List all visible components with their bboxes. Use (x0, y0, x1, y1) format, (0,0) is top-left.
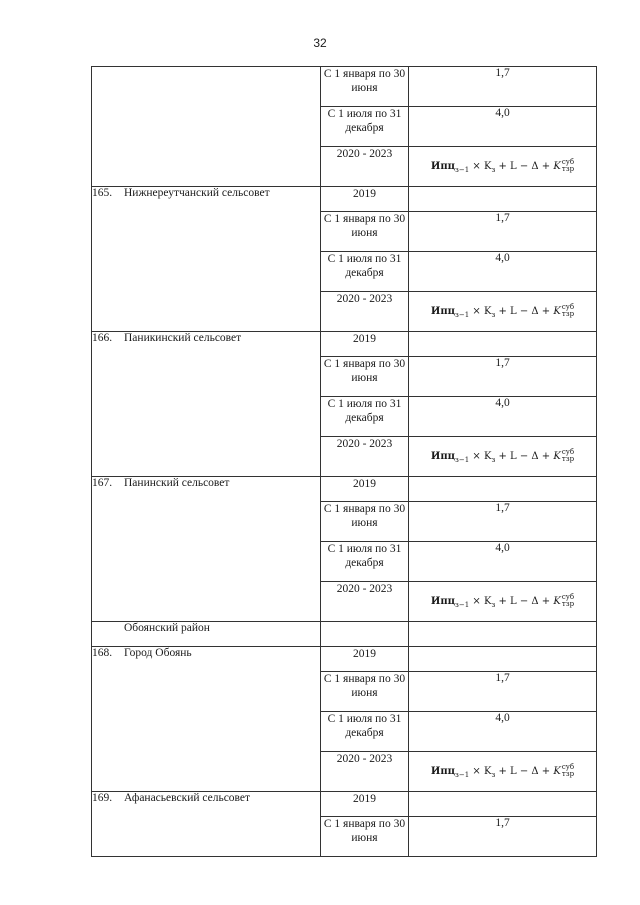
table-row (92, 477, 597, 502)
value-cell (409, 622, 597, 647)
formula-kk-sub: тзр (561, 455, 575, 464)
period-cell: С 1 января по 30 июня (321, 672, 409, 712)
municipality-cell (92, 187, 321, 332)
formula-main: Ипц (430, 160, 456, 172)
index-formula (409, 147, 597, 187)
municipality-cell (92, 622, 321, 647)
value-cell: 1,7 (409, 357, 597, 397)
formula-kk-scripts (562, 159, 574, 173)
formula-kk: K (553, 450, 561, 462)
formula-kk-scripts (562, 304, 574, 318)
period-cell: 2020 - 2023 (321, 437, 409, 477)
formula-k-sub: з (491, 165, 496, 174)
period-cell: С 1 января по 30 июня (321, 502, 409, 542)
municipality-cell (92, 67, 321, 187)
value-cell: 1,7 (409, 67, 597, 107)
period-cell: С 1 июля по 31 декабря (321, 107, 409, 147)
period-cell: С 1 июля по 31 декабря (321, 712, 409, 752)
formula-plus-l: + L − Δ + (498, 305, 551, 317)
formula-main: Ипц (430, 595, 456, 607)
formula-expression (430, 158, 575, 174)
value-cell (409, 647, 597, 672)
period-cell: 2019 (321, 477, 409, 502)
period-cell: С 1 июля по 31 декабря (321, 397, 409, 437)
formula-plus-l: + L − Δ + (498, 160, 551, 172)
row-number: 169. (92, 792, 113, 804)
table-row (92, 187, 597, 212)
formula-times: × (472, 450, 481, 462)
period-cell: 2019 (321, 647, 409, 672)
formula-times: × (472, 305, 481, 317)
index-formula (409, 752, 597, 792)
formula-expression (430, 593, 575, 609)
index-formula (409, 437, 597, 477)
formula-times: × (472, 160, 481, 172)
value-cell: 1,7 (409, 212, 597, 252)
formula-main: Ипц (430, 305, 456, 317)
formula-plus-l: + L − Δ + (498, 450, 551, 462)
formula-kk-scripts (562, 449, 574, 463)
formula-main-sub: з−1 (455, 455, 470, 464)
row-number: 168. (92, 647, 113, 659)
row-number: 165. (92, 187, 113, 199)
period-cell (321, 622, 409, 647)
formula-kk: K (553, 595, 561, 607)
formula-kk: K (553, 160, 561, 172)
formula-main: Ипц (430, 450, 456, 462)
period-cell: С 1 января по 30 июня (321, 212, 409, 252)
index-formula (409, 582, 597, 622)
period-cell: 2019 (321, 332, 409, 357)
formula-k: K (483, 305, 492, 317)
table-row (92, 67, 597, 107)
municipality-name: Афанасьевский сельсовет (124, 792, 251, 804)
formula-times: × (472, 765, 481, 777)
value-cell (409, 332, 597, 357)
formula-plus-l: + L − Δ + (498, 595, 551, 607)
municipality-name: Нижнереутчанский сельсовет (124, 187, 270, 199)
formula-k-sub: з (491, 770, 496, 779)
formula-kk: K (553, 305, 561, 317)
formula-k-sub: з (491, 600, 496, 609)
formula-k: K (483, 595, 492, 607)
period-cell: С 1 января по 30 июня (321, 817, 409, 857)
formula-kk-sub: тзр (561, 770, 575, 779)
municipality-name: Панинский сельсовет (124, 477, 230, 489)
table-row (92, 792, 597, 817)
formula-main: Ипц (430, 765, 456, 777)
value-cell (409, 477, 597, 502)
formula-k: K (483, 450, 492, 462)
municipality-name: Паникинский сельсовет (124, 332, 242, 344)
period-cell: С 1 января по 30 июня (321, 67, 409, 107)
formula-times: × (472, 595, 481, 607)
formula-kk: K (553, 765, 561, 777)
formula-kk-sup: суб (561, 303, 575, 312)
municipality-cell (92, 647, 321, 792)
row-number: 166. (92, 332, 113, 344)
value-cell: 4,0 (409, 397, 597, 437)
table-row (92, 622, 597, 647)
index-formula (409, 292, 597, 332)
period-cell: С 1 июля по 31 декабря (321, 542, 409, 582)
formula-kk-scripts (562, 594, 574, 608)
formula-k: K (483, 160, 492, 172)
value-cell: 4,0 (409, 712, 597, 752)
row-number: 167. (92, 477, 113, 489)
table-row (92, 647, 597, 672)
table-row (92, 332, 597, 357)
period-cell: 2019 (321, 187, 409, 212)
formula-kk-sup: суб (561, 158, 575, 167)
period-cell: 2019 (321, 792, 409, 817)
period-cell: 2020 - 2023 (321, 582, 409, 622)
period-cell: 2020 - 2023 (321, 147, 409, 187)
period-cell: 2020 - 2023 (321, 752, 409, 792)
municipality-name: Город Обоянь (124, 647, 192, 659)
municipality-cell (92, 792, 321, 857)
formula-kk-sub: тзр (561, 600, 575, 609)
formula-main-sub: з−1 (455, 770, 470, 779)
formula-kk-sub: тзр (561, 165, 575, 174)
formula-kk-sup: суб (561, 593, 575, 602)
value-cell: 1,7 (409, 672, 597, 712)
formula-main-sub: з−1 (455, 165, 470, 174)
formula-main-sub: з−1 (455, 310, 470, 319)
formula-k-sub: з (491, 310, 496, 319)
period-cell: 2020 - 2023 (321, 292, 409, 332)
municipality-cell (92, 332, 321, 477)
formula-kk-sup: суб (561, 763, 575, 772)
tariff-table (91, 66, 597, 857)
municipality-cell (92, 477, 321, 622)
formula-k-sub: з (491, 455, 496, 464)
value-cell: 1,7 (409, 817, 597, 857)
value-cell (409, 187, 597, 212)
formula-expression (430, 303, 575, 319)
value-cell: 4,0 (409, 252, 597, 292)
value-cell (409, 792, 597, 817)
formula-kk-sup: суб (561, 448, 575, 457)
page-number: 32 (313, 36, 327, 50)
value-cell: 4,0 (409, 107, 597, 147)
value-cell: 1,7 (409, 502, 597, 542)
formula-kk-sub: тзр (561, 310, 575, 319)
period-cell: С 1 июля по 31 декабря (321, 252, 409, 292)
value-cell: 4,0 (409, 542, 597, 582)
formula-kk-scripts (562, 764, 574, 778)
formula-k: K (483, 765, 492, 777)
municipality-name: Обоянский район (124, 622, 210, 634)
period-cell: С 1 января по 30 июня (321, 357, 409, 397)
formula-expression (430, 448, 575, 464)
formula-plus-l: + L − Δ + (498, 765, 551, 777)
formula-expression (430, 763, 575, 779)
formula-main-sub: з−1 (455, 600, 470, 609)
